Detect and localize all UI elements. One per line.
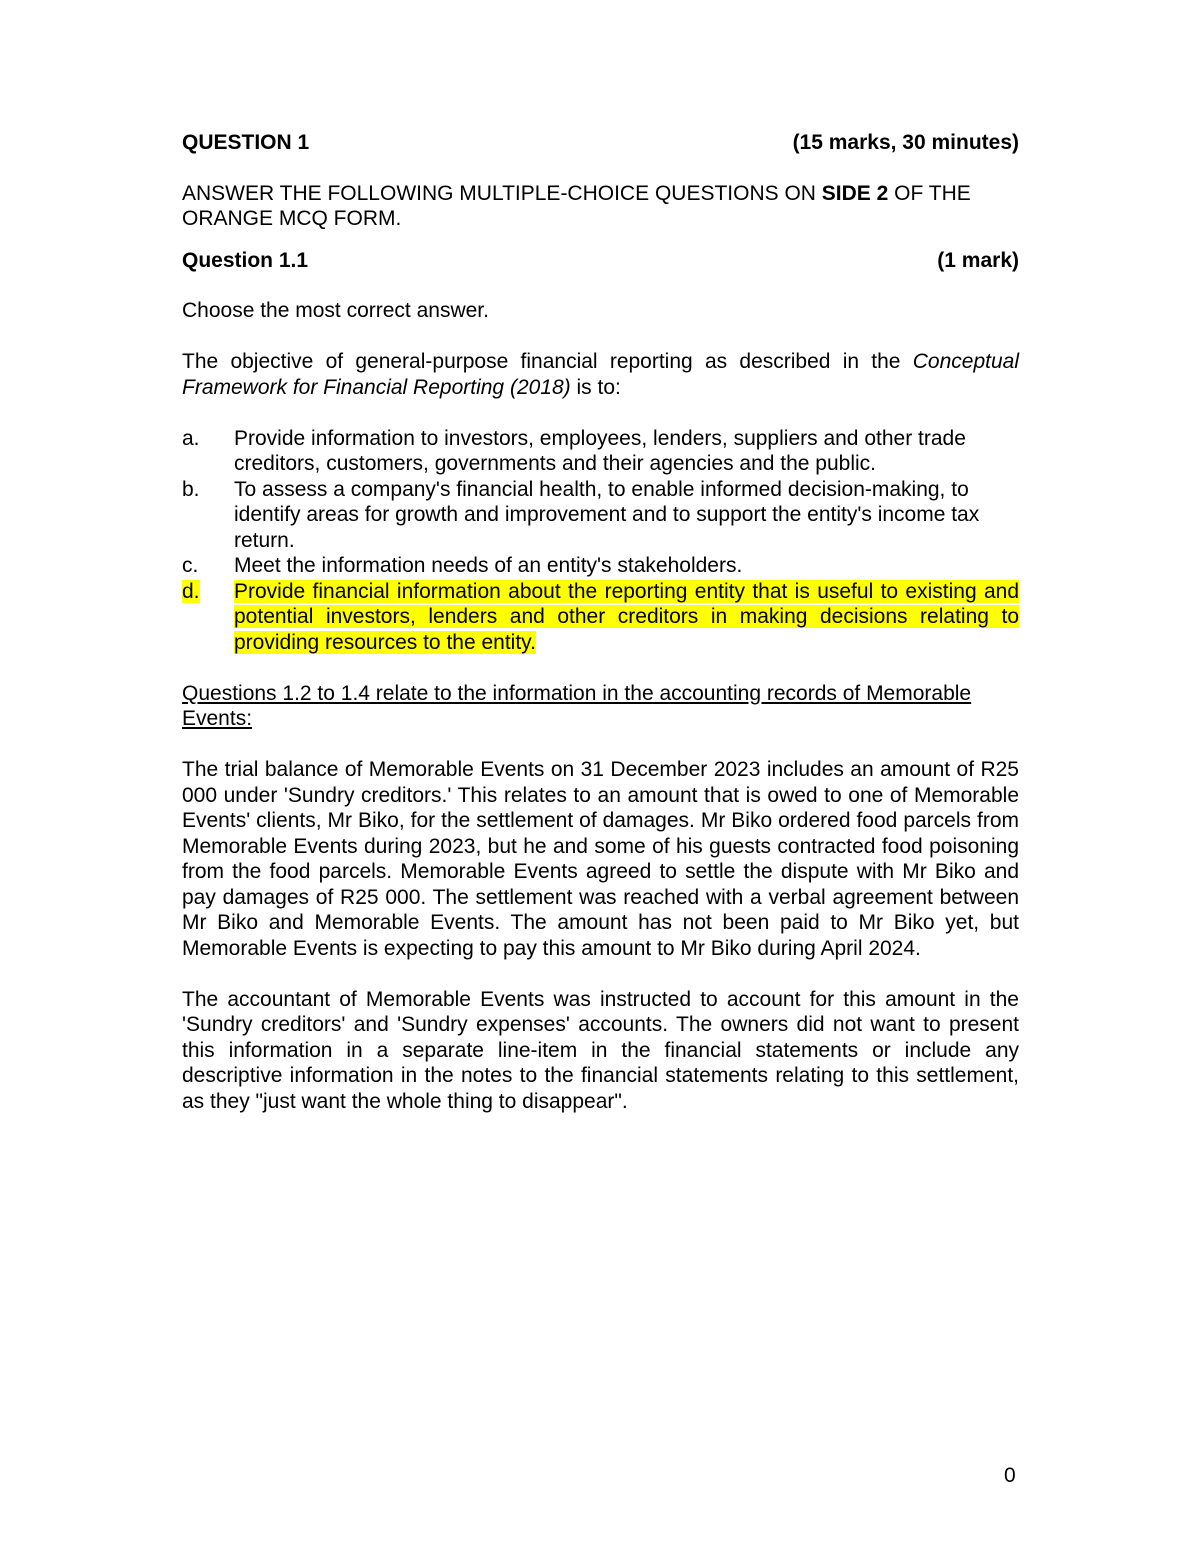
subquestion-title: Question 1.1 — [182, 248, 309, 272]
question-marks: (15 marks, 30 minutes) — [792, 131, 1019, 154]
stem-pre: The objective of general-purpose financial reporting as described in the — [182, 350, 913, 373]
option-text: Provide information to investors, employees, lenders, suppliers and other trade creditors, customers, governments and their agencies and the public. — [234, 426, 966, 475]
scenario-paragraph-1: The trial balance of Memorable Events on 31 December 2023 includes an amount of R25 000 under 'Sundry creditors.' This relates to an amount that is owed to one of Memorable Events' clients, Mr Biko, for the settlement of damages. Mr Biko ordered food parcels from Memorable Events during 2023, but he and some of his guests contracted food poisoning from the food parcels. Memorable Events agreed to settle the dispute with Mr Biko and pay damages of R25 000. The settlement was reached with a verbal agreement between Mr Biko and Memorable Events. The amount has not been paid to Mr Biko yet, but Memorable Events is expecting to pay this amount to Mr Biko during April 2024. — [182, 758, 1019, 960]
subquestion-header — [182, 248, 1019, 274]
question-header — [182, 130, 1019, 156]
instruction-bold: SIDE 2 — [821, 181, 889, 205]
question-stem — [182, 349, 1019, 400]
option-c — [182, 553, 1019, 579]
page-number: 0 — [1004, 1464, 1016, 1487]
option-label: b. — [182, 477, 200, 501]
scenario-heading: Questions 1.2 to 1.4 relate to the information in the accounting records of Memorable Events: — [182, 681, 972, 730]
option-d-highlighted — [182, 579, 1019, 656]
instruction-pre: ANSWER THE FOLLOWING MULTIPLE-CHOICE QUESTIONS ON — [182, 181, 822, 205]
option-a — [182, 426, 1019, 477]
prompt: Choose the most correct answer. — [182, 299, 489, 322]
option-label: c. — [182, 554, 199, 577]
option-text: Provide financial information about the reporting entity that is useful to existing and potential investors, lenders and other creditors in making decisions relating to providing resources to the entity. — [234, 579, 1019, 654]
stem-post: is to: — [570, 375, 621, 399]
option-text: Meet the information needs of an entity's stakeholders. — [234, 554, 743, 577]
subquestion-marks: (1 mark) — [937, 248, 1019, 272]
options-list — [182, 426, 1019, 656]
question-title: QUESTION 1 — [182, 131, 310, 154]
option-label: d. — [182, 579, 200, 603]
option-label: a. — [182, 426, 200, 450]
document-page — [182, 130, 1019, 1114]
stem-italic: Conceptual Framework for Financial Reporting (2018) — [182, 350, 1019, 399]
instruction — [182, 181, 1019, 232]
option-b — [182, 477, 1019, 554]
instruction-post: OF THE ORANGE MCQ FORM. — [182, 181, 971, 230]
scenario-paragraph-2: The accountant of Memorable Events was instructed to account for this amount in the 'Sundry creditors' and 'Sundry expenses' accounts. The owners did not want to present this information in a separate line-item in the financial statements or include any descriptive information in the notes to the financial statements relating to this settlement, as they "just want the whole thing to disappear". — [182, 987, 1019, 1113]
option-text: To assess a company's financial health, to enable informed decision-making, to identify areas for growth and improvement and to support the entity's income tax return. — [234, 477, 980, 552]
